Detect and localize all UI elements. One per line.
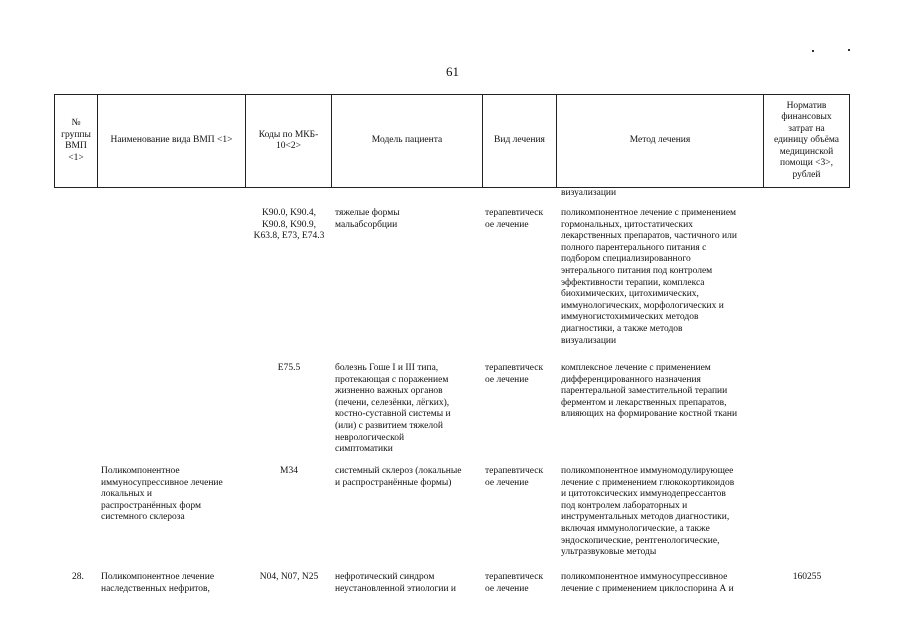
- header-treatment-kind: Вид лечения: [494, 135, 545, 146]
- icd-codes: K90.0, K90.4, K90.8, K90.9, K63.8, E73, E74.3: [253, 208, 325, 242]
- header-group-number: № группы ВМП <1>: [61, 118, 91, 163]
- header-bottom-border: [54, 187, 850, 188]
- patient-model: тяжелые формы мальабсорбции: [335, 208, 400, 230]
- group-number: 28.: [72, 572, 84, 582]
- vmp-name: Поликомпонентное лечение наследственных нефритов,: [101, 572, 215, 594]
- icd-codes: M34: [280, 466, 298, 476]
- header-vmp-name: Наименование вида ВМП <1>: [110, 135, 233, 146]
- cost-norm: 160255: [792, 572, 822, 582]
- scan-speck: [812, 50, 814, 52]
- treatment-method: поликомпонентное иммуносупрессивное лечение с применением циклоспорина А и: [561, 572, 734, 594]
- header-patient-model: Модель пациента: [371, 135, 443, 146]
- header-cost-norm: Норматив финансовых затрат на единицу объёма медицинской помощи <3>, рублей: [773, 100, 840, 180]
- header-icd-codes: Коды по МКБ- 10<2>: [258, 129, 319, 151]
- page-number: 61: [446, 64, 459, 79]
- patient-model: болезнь Гоше I и III типа, протекающая с поражением жизненно важных органов (печени, селезёнки, лёгких), костно-суставной системы и (или) с развитием тяжелой неврологической симптоматики: [335, 363, 451, 455]
- method-continuation: визуализации: [561, 188, 617, 198]
- header-treatment-method: Метод лечения: [629, 135, 691, 146]
- scan-speck: [848, 49, 850, 51]
- vmp-name: Поликомпонентное иммуносупрессивное лечение локальных и распространённых форм системного склероза: [101, 466, 223, 523]
- icd-codes: E75.5: [277, 363, 301, 373]
- treatment-kind: терапевтическ ое лечение: [485, 208, 544, 230]
- treatment-kind: терапевтическ ое лечение: [485, 363, 544, 385]
- patient-model: системный склероз (локальные и распространённые формы): [335, 466, 462, 488]
- treatment-method: поликомпонентное лечение с применением гормональных, цитостатических лекарственных препаратов, частичного или полного парентерального питания с подбором специализированного энтерального питания под контролем эффективности терапии, комплекса биохимических, цитохимических, иммунологических, морфологических и иммуногистохимических методов диагностики, а также методов визуализации: [561, 208, 737, 346]
- patient-model: нефротический синдром неустановленной этиологии и: [335, 572, 456, 594]
- treatment-kind: терапевтическ ое лечение: [485, 572, 544, 594]
- treatment-method: поликомпонентное иммуномодулирующее лечение с применением глюкокортикоидов и цитотоксических иммунодепрессантов под контролем лабораторных и инструментальных методов диагностики, включая иммунологические, а также эндоскопические, рентгенологические, ультразвуковые методы: [561, 466, 735, 558]
- col-divider: [849, 94, 850, 188]
- treatment-method: комплексное лечение с применением дифференцированного назначения парентеральной заместительной терапии ферментом и лекарственных препаратов, влияющих на формирование костной ткани: [561, 363, 738, 420]
- icd-codes: N04, N07, N25: [259, 572, 319, 582]
- treatment-kind: терапевтическ ое лечение: [485, 466, 544, 488]
